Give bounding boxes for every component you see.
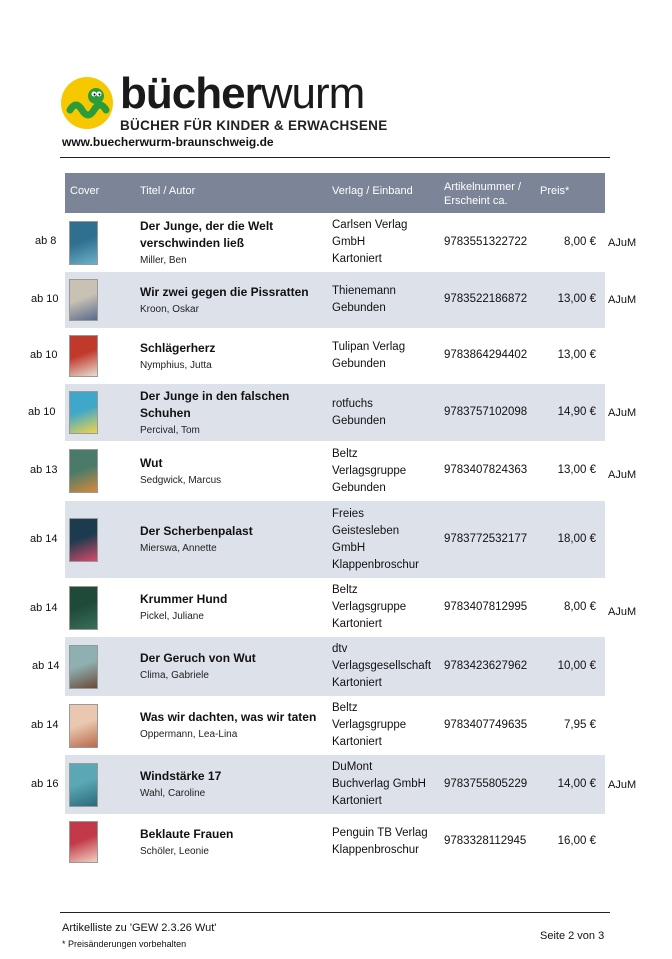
publisher-line: Beltz [332, 702, 358, 714]
book-title-line: Der Geruch von Wut [140, 651, 256, 665]
book-author: Percival, Tom [140, 424, 200, 436]
book-title[interactable] [140, 340, 330, 357]
article-number: 9783755805229 [444, 777, 528, 790]
book-title-line: Windstärke 17 [140, 769, 222, 783]
book-title-line: Wut [140, 455, 163, 470]
table-row [0, 637, 672, 696]
publisher-line: Geistesleben [332, 524, 400, 537]
book-title-line: Was wir dachten, was wir taten [140, 710, 317, 724]
col-title: Titel / Autor [140, 185, 196, 197]
book-author: Miller, Ben [140, 254, 187, 266]
publisher-line: Klappenbroschur [332, 844, 419, 856]
publisher-binding [332, 446, 444, 497]
book-cover-image[interactable] [69, 335, 98, 377]
publisher-line: Verlagsgruppe [332, 601, 407, 613]
article-number: 9783407812995 [444, 600, 528, 613]
publisher-line: Gebunden [332, 302, 386, 314]
publisher-binding [332, 506, 444, 574]
table-row [0, 814, 672, 870]
article-number: 9783423627962 [444, 659, 528, 672]
publisher-line: Kartoniert [332, 253, 382, 265]
publisher-binding [332, 641, 444, 692]
book-author: Mierswa, Annette [140, 543, 217, 554]
price: 14,00 € [557, 777, 596, 790]
col-artnr-line1: Artikelnummer / [444, 181, 522, 193]
ajum-badge: AJuM [608, 778, 637, 791]
book-title[interactable] [140, 650, 330, 667]
publisher-line: Verlagsgruppe [332, 464, 407, 477]
publisher-line: Klappenbroschur [332, 558, 419, 571]
publisher-binding [332, 396, 444, 430]
price-note: * Preisänderungen vorbehalten [62, 939, 187, 949]
age-label: ab 14 [30, 532, 58, 545]
article-number: 9783522186872 [444, 293, 528, 305]
ajum-badge: AJuM [608, 469, 637, 481]
book-author: Schöler, Leonie [140, 845, 209, 857]
table-row [0, 696, 672, 755]
publisher-line: Thienemann [332, 285, 396, 297]
age-label: ab 10 [30, 349, 58, 361]
list-name: Artikelliste zu 'GEW 2.3.26 Wut' [62, 922, 217, 934]
book-cover-image[interactable] [69, 645, 98, 689]
article-number: 9783864294402 [444, 349, 528, 361]
publisher-line: Gebunden [332, 358, 386, 370]
age-label: ab 14 [30, 601, 58, 614]
book-author: Sedgwick, Marcus [140, 474, 222, 486]
article-number: 9783772532177 [444, 532, 528, 545]
table-row [0, 328, 672, 384]
age-label: ab 8 [35, 234, 57, 247]
bookworm-logo-icon [60, 76, 114, 130]
publisher-line: GmbH [332, 541, 366, 554]
col-cover: Cover [70, 185, 100, 197]
price: 10,00 € [557, 659, 596, 672]
age-label: ab 13 [30, 464, 58, 476]
col-artnr-line2: Erscheint ca. [444, 195, 508, 207]
price: 13,00 € [557, 464, 596, 476]
footer-divider [60, 912, 610, 913]
publisher-line: Carlsen Verlag [332, 219, 408, 231]
price: 18,00 € [557, 532, 596, 545]
ajum-badge: AJuM [608, 294, 637, 306]
book-cover-image[interactable] [69, 821, 98, 863]
publisher-line: Tulipan Verlag [332, 341, 406, 353]
book-title-line: Der Scherbenpalast [140, 524, 253, 538]
publisher-line: Beltz [332, 447, 358, 460]
publisher-line: Gebunden [332, 414, 386, 427]
book-title[interactable] [140, 591, 330, 608]
book-title[interactable] [140, 218, 330, 252]
price: 8,00 € [564, 235, 596, 248]
book-cover-image[interactable] [69, 221, 98, 265]
article-number: 9783407824363 [444, 464, 528, 476]
book-title-line: Der Junge, der die Welt [140, 218, 274, 233]
book-title-line: Der Junge in den falschen [140, 388, 290, 403]
book-title-line: verschwinden ließ [140, 235, 245, 250]
book-author: Nymphius, Jutta [140, 359, 212, 371]
table-row [0, 384, 672, 441]
book-cover-image[interactable] [69, 518, 98, 562]
brand-subtitle: BÜCHER FÜR KINDER & ERWACHSENE [120, 118, 388, 133]
age-label: ab 14 [31, 718, 59, 731]
publisher-line: Penguin TB Verlag [332, 827, 428, 839]
brand-logo [60, 69, 388, 136]
book-title-line: Schuhen [140, 405, 191, 420]
price: 7,95 € [564, 718, 596, 731]
age-label: ab 10 [28, 405, 56, 418]
publisher-binding [332, 759, 444, 810]
publisher-line: DuMont [332, 761, 373, 773]
book-title[interactable] [140, 523, 330, 540]
website-url: www.buecherwurm-braunschweig.de [62, 135, 274, 149]
book-title[interactable] [140, 826, 330, 843]
price: 13,00 € [557, 293, 596, 305]
publisher-line: GmbH [332, 236, 366, 248]
book-author: Kroon, Oskar [140, 303, 199, 315]
brand-word-bold: bücher [120, 69, 261, 118]
book-title[interactable] [140, 388, 330, 422]
publisher-binding [332, 339, 444, 373]
article-number: 9783328112945 [444, 835, 527, 847]
article-number: 9783757102098 [444, 405, 528, 418]
table-row [0, 755, 672, 814]
age-label: ab 10 [31, 293, 59, 305]
book-cover-image[interactable] [69, 586, 98, 630]
publisher-line: Gebunden [332, 481, 386, 494]
book-title[interactable] [140, 709, 330, 726]
price: 16,00 € [557, 835, 596, 847]
publisher-line: rotfuchs [332, 397, 373, 410]
book-cover-image[interactable] [69, 391, 98, 434]
book-cover-image[interactable] [69, 763, 98, 807]
publisher-line: Freies [332, 507, 364, 520]
book-title[interactable] [140, 284, 330, 301]
book-cover-image[interactable] [69, 449, 98, 493]
publisher-line: Verlagsgruppe [332, 719, 407, 731]
publisher-binding [332, 582, 444, 633]
book-title-line: Beklaute Frauen [140, 826, 234, 841]
publisher-line: Kartoniert [332, 618, 382, 630]
article-number: 9783551322722 [444, 235, 528, 248]
table-row [0, 578, 672, 637]
publisher-line: Buchverlag GmbH [332, 778, 426, 790]
brand-word-light: wurm [260, 69, 365, 118]
price: 13,00 € [557, 349, 596, 361]
age-label: ab 16 [31, 777, 59, 790]
book-title[interactable] [140, 768, 330, 785]
publisher-binding [332, 217, 444, 268]
table-row [0, 213, 672, 272]
publisher-line: Beltz [332, 584, 358, 596]
header-divider [60, 157, 610, 158]
publisher-line: Kartoniert [332, 677, 382, 689]
price: 8,00 € [564, 600, 596, 613]
publisher-line: Kartoniert [332, 795, 382, 807]
price: 14,90 € [557, 405, 596, 418]
book-author: Pickel, Juliane [140, 611, 204, 622]
publisher-binding [332, 283, 444, 317]
publisher-line: Verlagsgesellschaft [332, 660, 432, 672]
ajum-badge: AJuM [608, 236, 637, 249]
page-number: Seite 2 von 3 [540, 930, 605, 942]
book-title-line: Wir zwei gegen die Pissratten [140, 284, 309, 299]
col-price: Preis* [540, 185, 570, 197]
col-artnr [444, 180, 521, 208]
col-verlag: Verlag / Einband [332, 185, 413, 197]
table-row [0, 441, 672, 501]
book-cover-image[interactable] [69, 279, 98, 321]
table-header [65, 173, 605, 213]
book-author: Wahl, Caroline [140, 788, 206, 799]
publisher-line: dtv [332, 643, 348, 655]
age-label: ab 14 [32, 659, 60, 672]
brand-wordmark [120, 70, 364, 118]
book-cover-image[interactable] [69, 704, 98, 748]
book-title-line: Krummer Hund [140, 592, 228, 606]
publisher-binding [332, 700, 444, 751]
book-title[interactable] [140, 455, 330, 472]
book-author: Oppermann, Lea-Lina [140, 729, 238, 740]
ajum-badge: AJuM [608, 406, 637, 419]
article-number: 9783407749635 [444, 718, 528, 731]
book-title-line: Schlägerherz [140, 340, 216, 355]
publisher-binding [332, 825, 444, 859]
table-row [0, 501, 672, 578]
book-author: Clima, Gabriele [140, 670, 209, 681]
ajum-badge: AJuM [608, 605, 637, 618]
table-row [0, 272, 672, 328]
publisher-line: Kartoniert [332, 736, 382, 748]
